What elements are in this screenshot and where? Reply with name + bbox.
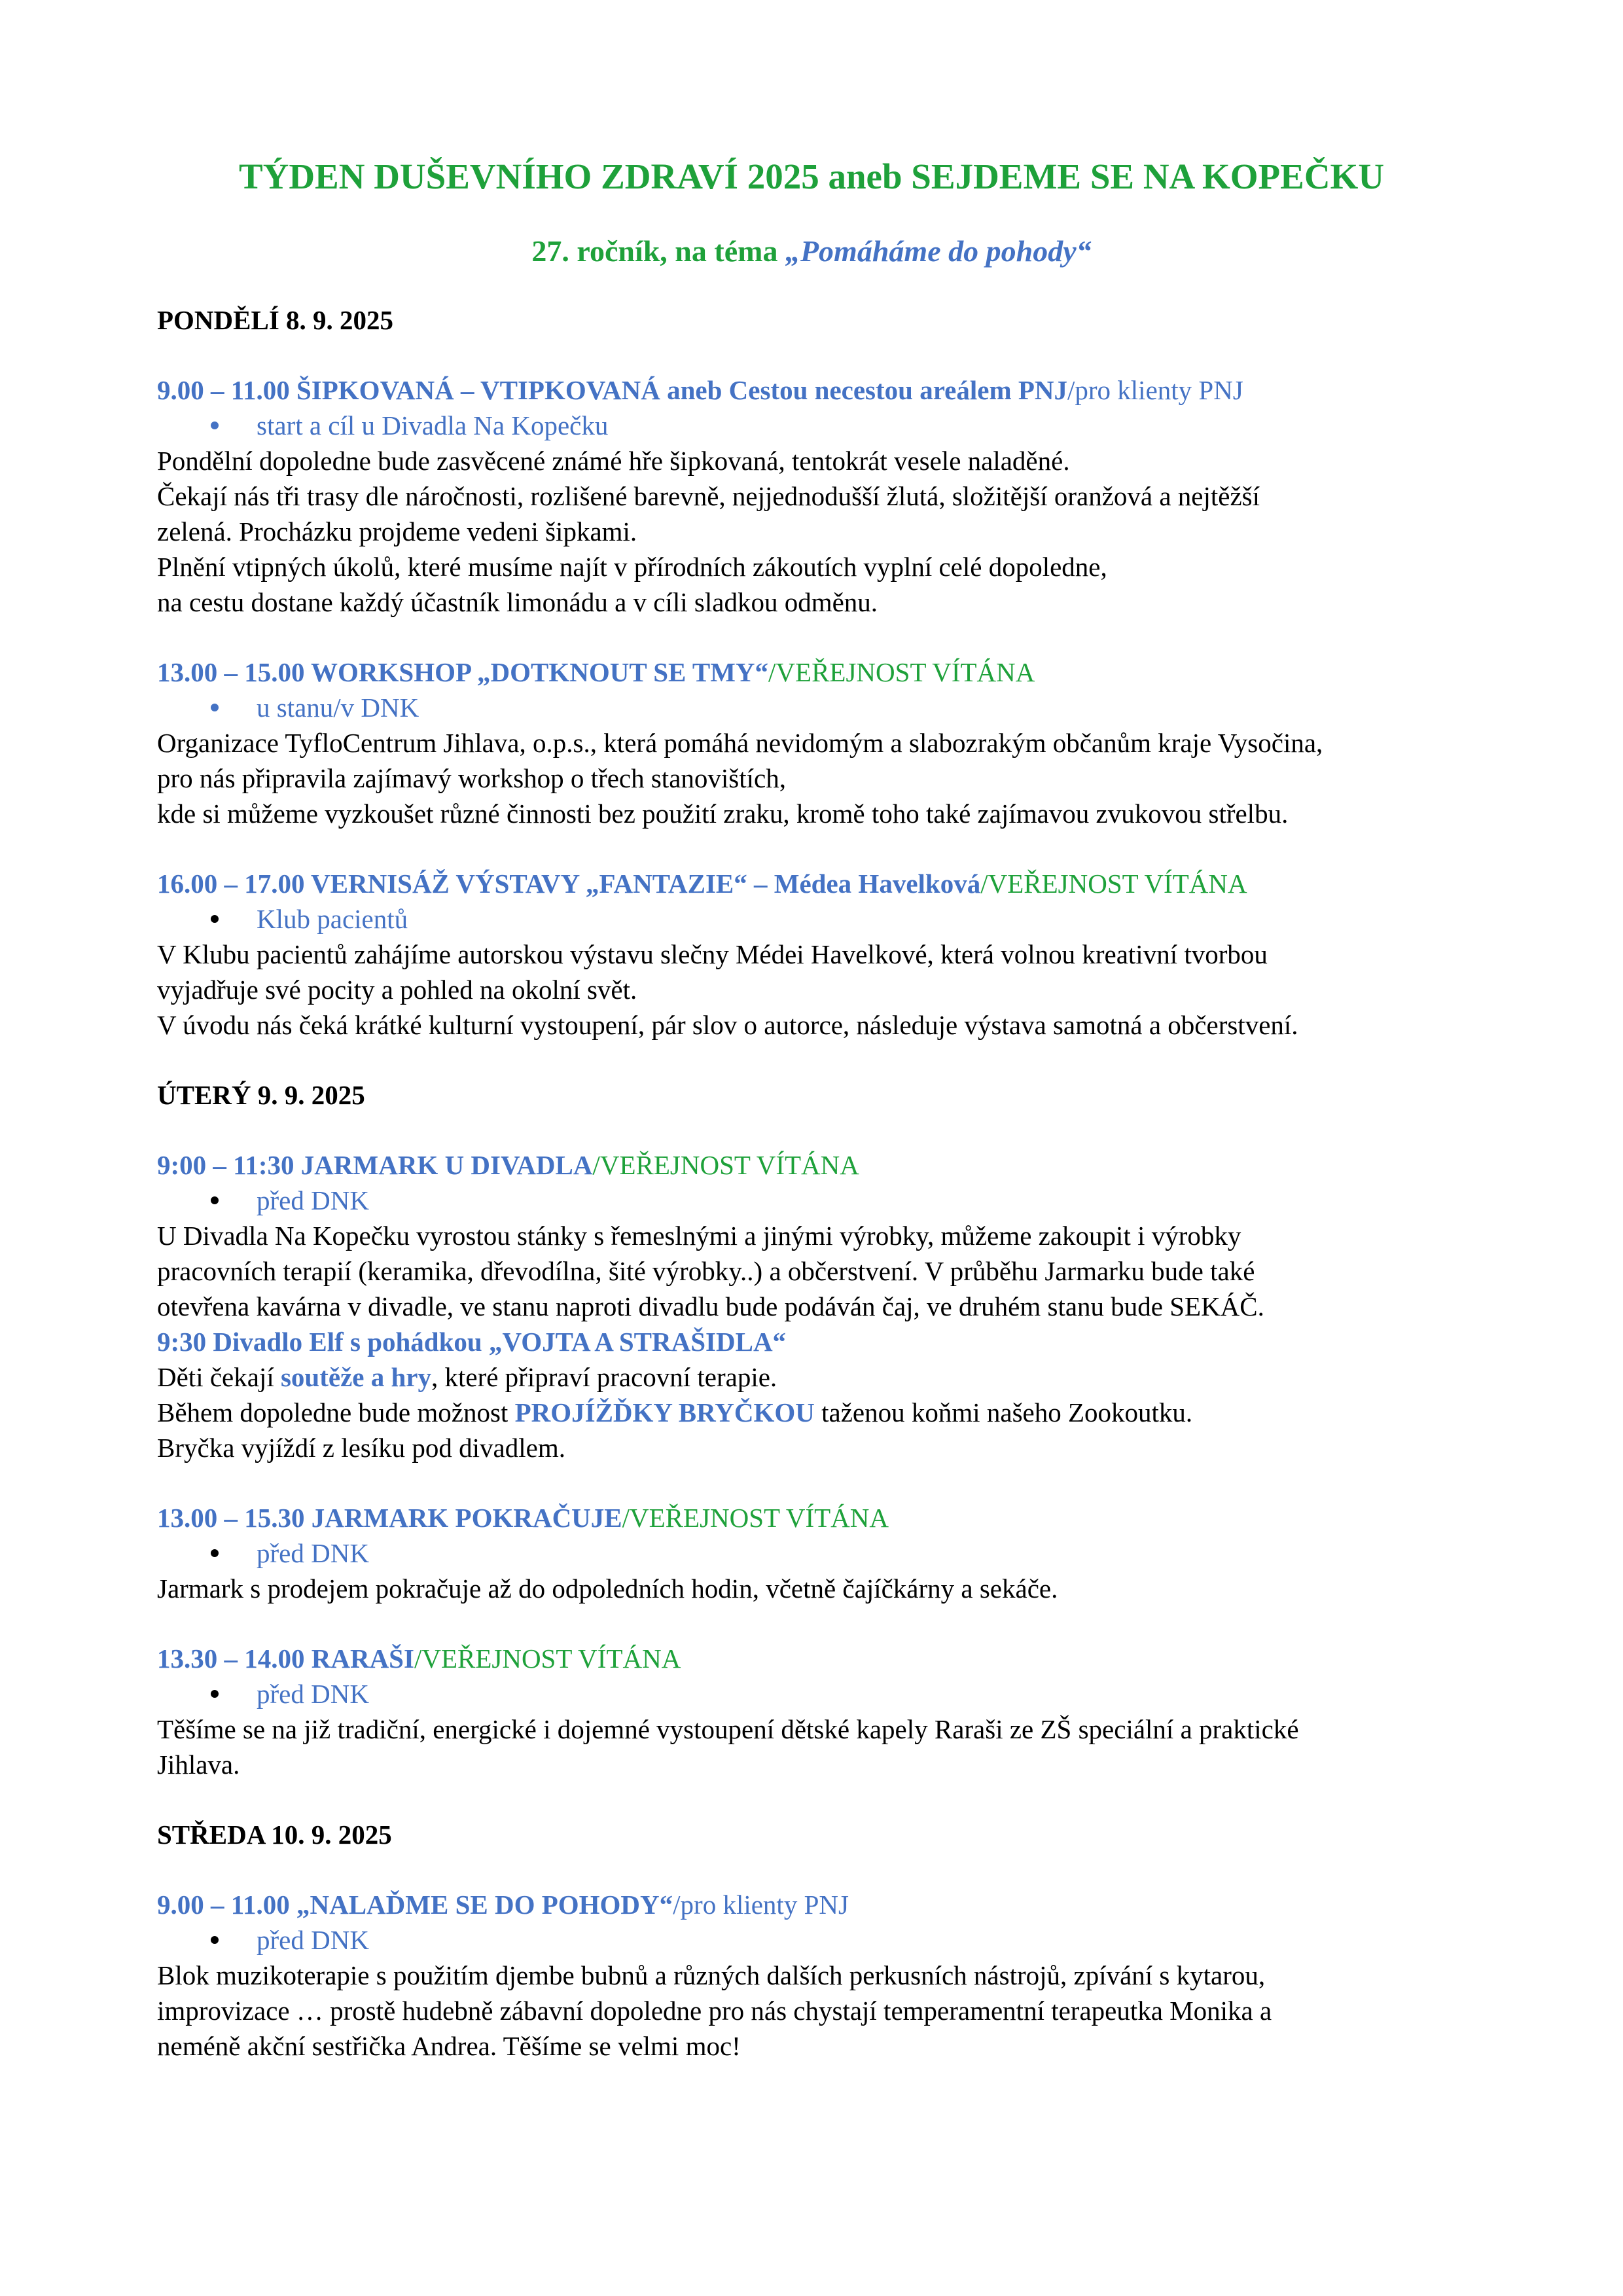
location-text: Klub pacientů <box>257 904 408 934</box>
program-content <box>157 302 1472 2098</box>
document-title: TÝDEN DUŠEVNÍHO ZDRAVÍ 2025 aneb SEJDEME SE NA KOPEČKU <box>238 156 1385 196</box>
event-heading <box>157 372 1472 408</box>
event-heading <box>157 1887 1472 1922</box>
description-line: Organizace TyfloCentrum Jihlava, o.p.s., která pomáhá nevidomým a slabozrakým občanům kraje Vysočina, <box>157 728 1323 758</box>
event-heading <box>157 1641 1472 1676</box>
event-audience: /VEŘEJNOST VÍTÁNA <box>768 657 1035 687</box>
description-line: Jarmark s prodejem pokračuje až do odpoledních hodin, včetně čajíčkárny a sekáče. <box>157 1573 1058 1604</box>
event-title: 13.30 – 14.00 RARAŠI <box>157 1643 414 1674</box>
description-line: neméně akční sestřička Andrea. Těšíme se velmi moc! <box>157 2031 741 2061</box>
text-part: taženou koňmi našeho Zookoutku. <box>814 1397 1193 1427</box>
description-line: Pondělní dopoledne bude zasvěcené známé hře šipkovaná, tentokrát vesele naladěné. <box>157 446 1070 476</box>
event-block <box>157 1147 1472 1465</box>
bullet-icon <box>211 1690 219 1698</box>
event-location <box>157 408 1472 443</box>
description-line: U Divadla Na Kopečku vyrostou stánky s řemeslnými a jinými výrobky, můžeme zakoupit i výrobky <box>157 1221 1241 1251</box>
event-title: 9.00 – 11.00 „NALAĎME SE DO POHODY“ <box>157 1890 673 1920</box>
event-subheading: 9:30 Divadlo Elf s pohádkou „VOJTA A STRAŠIDLA“ <box>157 1327 787 1357</box>
location-text: u stanu/v DNK <box>257 692 419 723</box>
event-audience: /pro klienty PNJ <box>673 1890 849 1920</box>
location-text: start a cíl u Divadla Na Kopečku <box>257 410 609 440</box>
event-audience: /VEŘEJNOST VÍTÁNA <box>622 1503 889 1533</box>
event-block <box>157 1641 1472 1782</box>
description-line <box>157 1359 1472 1395</box>
description-line: improvizace … prostě hudebně zábavní dopoledne pro nás chystají temperamentní terapeutka Monika a <box>157 1996 1272 2026</box>
description-line: Blok muzikoterapie s použitím djembe bubnů a různých dalších perkusních nástrojů, zpívání s kytarou, <box>157 1960 1266 1990</box>
bullet-icon <box>211 915 219 923</box>
event-title: 16.00 – 17.00 VERNISÁŽ VÝSTAVY „FANTAZIE“ – Médea Havelková <box>157 869 981 899</box>
event-title: 13.00 – 15.30 JARMARK POKRAČUJE <box>157 1503 622 1533</box>
description-line: kde si můžeme vyzkoušet různé činnosti bez použití zraku, kromě toho také zajímavou zvukovou střelbu. <box>157 798 1289 829</box>
document-subtitle <box>0 234 1623 268</box>
bullet-icon <box>211 422 219 429</box>
highlight-text: PROJÍŽĎKY BRYČKOU <box>514 1397 815 1427</box>
event-block <box>157 1887 1472 2064</box>
event-title: 9.00 – 11.00 ŠIPKOVANÁ – VTIPKOVANÁ aneb Cestou necestou areálem PNJ <box>157 375 1067 405</box>
event-title: 9:00 – 11:30 JARMARK U DIVADLA <box>157 1150 593 1180</box>
event-heading <box>157 866 1472 901</box>
description-line: Jihlava. <box>157 1749 240 1780</box>
event-audience: /VEŘEJNOST VÍTÁNA <box>980 869 1247 899</box>
event-audience: /VEŘEJNOST VÍTÁNA <box>414 1643 681 1674</box>
event-block <box>157 655 1472 831</box>
event-block <box>157 372 1472 620</box>
event-location <box>157 1676 1472 1712</box>
text-part: , které připraví pracovní terapie. <box>431 1362 777 1392</box>
description-line: V Klubu pacientů zahájíme autorskou výstavu slečny Médei Havelkové, která volnou kreativní tvorbou <box>157 939 1268 969</box>
location-text: před DNK <box>257 1185 369 1215</box>
event-heading <box>157 1500 1472 1535</box>
event-location <box>157 901 1472 937</box>
description-line: pracovních terapií (keramika, dřevodílna, šité výrobky..) a občerstvení. V průběhu Jarmarku bude také <box>157 1256 1255 1286</box>
event-title: 13.00 – 15.00 WORKSHOP „DOTKNOUT SE TMY“ <box>157 657 769 687</box>
event-audience: /pro klienty PNJ <box>1067 375 1243 405</box>
description-line: otevřena kavárna v divadle, ve stanu naproti divadlu bude podáván čaj, ve druhém stanu bude SEKÁČ. <box>157 1291 1264 1321</box>
text-part: Během dopoledne bude možnost <box>157 1397 515 1427</box>
event-location <box>157 690 1472 725</box>
event-heading <box>157 655 1472 690</box>
location-text: před DNK <box>257 1538 369 1568</box>
description-line: pro nás připravila zajímavý workshop o třech stanovištích, <box>157 763 786 793</box>
bullet-icon <box>211 704 219 711</box>
event-location <box>157 1183 1472 1218</box>
event-block <box>157 866 1472 1043</box>
day-heading: ÚTERÝ 9. 9. 2025 <box>157 1080 365 1110</box>
description-line: vyjadřuje své pocity a pohled na okolní svět. <box>157 975 637 1005</box>
event-audience: /VEŘEJNOST VÍTÁNA <box>592 1150 859 1180</box>
event-block <box>157 1500 1472 1606</box>
bullet-icon <box>211 1936 219 1944</box>
day-heading: PONDĚLÍ 8. 9. 2025 <box>157 305 394 335</box>
description-line: Čekají nás tři trasy dle náročnosti, rozlišené barevně, nejjednodušší žlutá, složitější oranžová a nejtěžší <box>157 481 1260 511</box>
description-line: Bryčka vyjíždí z lesíku pod divadlem. <box>157 1433 565 1463</box>
highlight-text: soutěže a hry <box>280 1362 431 1392</box>
location-text: před DNK <box>257 1679 369 1709</box>
event-location <box>157 1922 1472 1958</box>
location-text: před DNK <box>257 1925 369 1955</box>
event-location <box>157 1535 1472 1571</box>
subtitle-theme: „Pomáháme do pohody“ <box>785 234 1092 268</box>
description-line <box>157 1395 1472 1430</box>
description-line: na cestu dostane každý účastník limonádu a v cíli sladkou odměnu. <box>157 587 878 617</box>
event-heading <box>157 1147 1472 1183</box>
description-line: Těšíme se na již tradiční, energické i dojemné vystoupení dětské kapely Raraši ze ZŠ speciální a praktické <box>157 1714 1299 1744</box>
bullet-icon <box>211 1196 219 1204</box>
text-part: Děti čekají <box>157 1362 281 1392</box>
description-line: V úvodu nás čeká krátké kulturní vystoupení, pár slov o autorce, následuje výstava samotná a občerstvení. <box>157 1010 1298 1040</box>
subtitle-prefix: 27. ročník, na téma <box>531 234 785 268</box>
bullet-icon <box>211 1549 219 1557</box>
description-line: zelená. Procházku projdeme vedeni šipkami. <box>157 516 637 547</box>
day-heading: STŘEDA 10. 9. 2025 <box>157 1820 392 1850</box>
description-line: Plnění vtipných úkolů, které musíme najít v přírodních zákoutích vyplní celé dopoledne, <box>157 552 1107 582</box>
